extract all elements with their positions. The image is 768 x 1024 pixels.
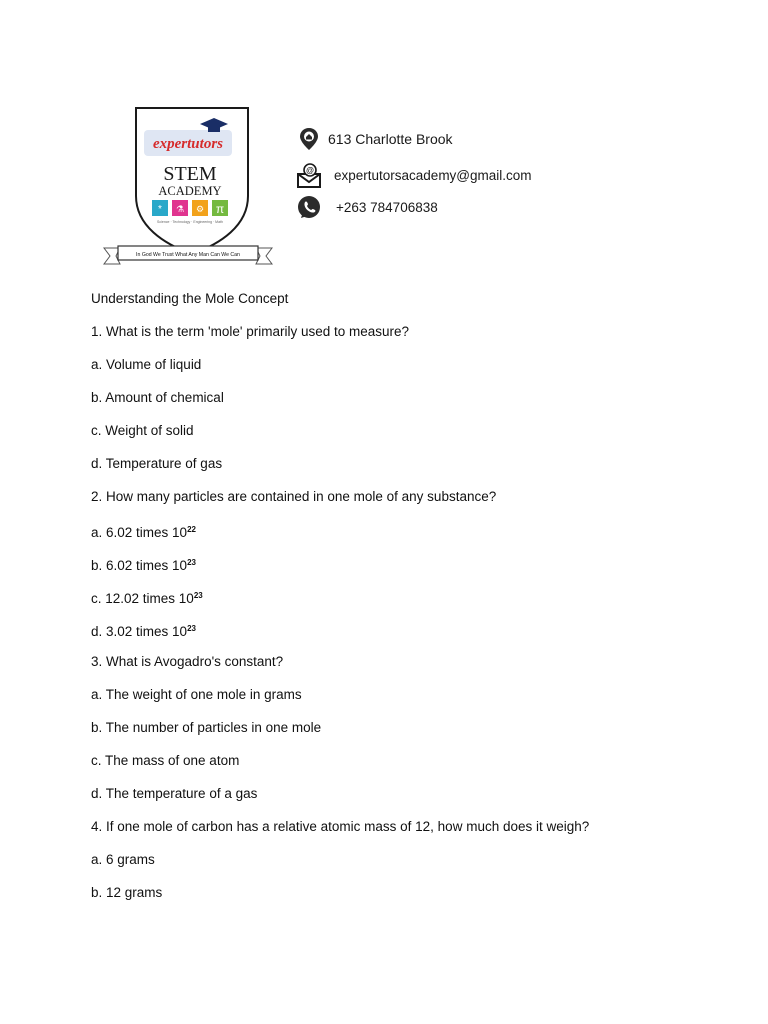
email-text[interactable]: expertutorsacademy@gmail.com	[334, 167, 532, 183]
question-4-option-a: a. 6 grams	[91, 852, 155, 867]
question-2-option-b: b. 6.02 times $10^{23}$	[91, 558, 196, 573]
svg-text:@: @	[306, 166, 314, 175]
question-2-option-a: a. 6.02 times $10^{22}$	[91, 525, 196, 540]
logo-subtitle: ACADEMY	[158, 184, 222, 198]
document-title: Understanding the Mole Concept	[91, 291, 289, 306]
question-1-option-c: c. Weight of solid	[91, 423, 194, 438]
question-4-option-b: b. 12 grams	[91, 885, 163, 900]
academy-logo	[100, 104, 276, 272]
question-2-prompt: 2. How many particles are contained in one mole of any substance?	[91, 489, 497, 504]
logo-banner: In God We Trust What Any Man Can We Can	[136, 252, 240, 258]
quiz-content	[91, 290, 731, 917]
question-2-option-c: c. 12.02 times $10^{23}$	[91, 591, 203, 606]
question-3-option-d: d. The temperature of a gas	[91, 786, 258, 801]
contact-email	[296, 162, 532, 188]
contact-phone	[296, 194, 438, 220]
whatsapp-phone-icon	[296, 194, 322, 220]
question-2-option-d: d. 3.02 times $10^{23}$	[91, 624, 196, 639]
location-pin-icon	[296, 126, 322, 152]
question-3-option-c: c. The mass of one atom	[91, 753, 240, 768]
svg-text:⚙: ⚙	[195, 204, 205, 214]
question-3-option-a: a. The weight of one mole in grams	[91, 687, 302, 702]
question-1-option-a: a. Volume of liquid	[91, 357, 202, 372]
question-3-option-b: b. The number of particles in one mole	[91, 720, 322, 735]
question-1-option-b: b. Amount of chemical	[91, 390, 224, 405]
question-1-option-d: d. Temperature of gas	[91, 456, 223, 471]
question-4-prompt: 4. If one mole of carbon has a relative atomic mass of 12, how much does it weigh?	[91, 819, 590, 834]
contact-address	[296, 126, 453, 152]
svg-text:π: π	[215, 202, 225, 216]
logo-title: STEM	[163, 163, 217, 185]
question-1-prompt: 1. What is the term 'mole' primarily used to measure?	[91, 324, 410, 339]
svg-text:⚗: ⚗	[175, 204, 185, 214]
address-text: 613 Charlotte Brook	[328, 131, 453, 147]
email-envelope-icon	[296, 162, 322, 188]
logo-brand-text: expertutors	[152, 136, 224, 152]
svg-text:*: *	[158, 204, 162, 215]
logo-tagline: Science · Technology · Engineering · Math	[157, 220, 223, 224]
question-3-prompt: 3. What is Avogadro's constant?	[91, 654, 284, 669]
phone-text: +263 784706838	[336, 199, 438, 215]
